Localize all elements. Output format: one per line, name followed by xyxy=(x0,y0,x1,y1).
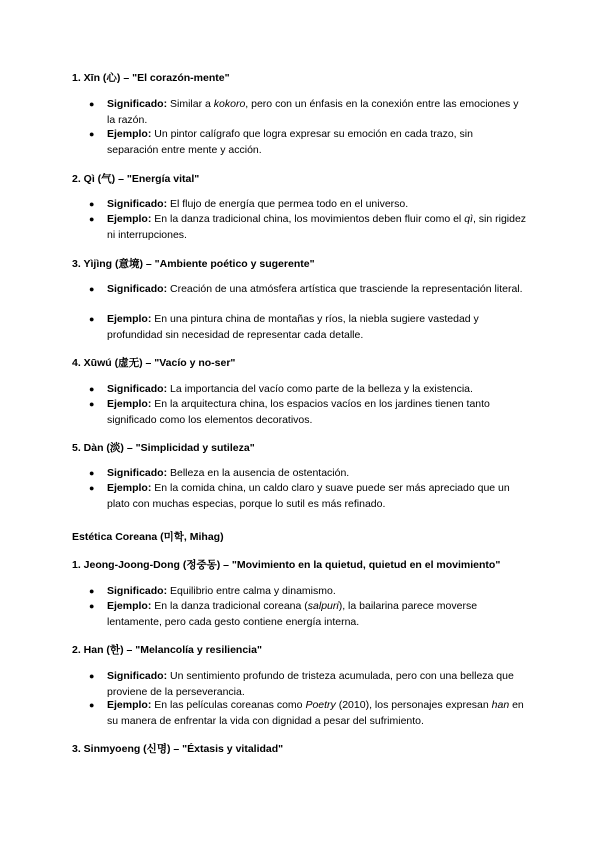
list-item: ● Ejemplo: En la danza tradicional china, los movimientos deben fluir como el qì, sin rigidez ni interrupciones. xyxy=(89,213,527,241)
section-heading: 2. Han (한) – "Melancolía y resiliencia" xyxy=(72,644,262,656)
list-item: ● Significado: El flujo de energía que permea todo en el universo. xyxy=(107,197,527,213)
section-heading: 3. Yìjìng (意境) – "Ambiente poético y sugerente" xyxy=(72,258,315,270)
bullet-icon: ● xyxy=(89,601,95,611)
list-item: ● Ejemplo: En la comida china, un caldo claro y suave puede ser más apreciado que un plato con muchas especias, porque lo sutil es más refinado. xyxy=(89,482,510,510)
list-item: ● Significado: Creación de una atmósfera artística que trasciende la representación literal. xyxy=(107,282,527,298)
list-item: ● Ejemplo: En la danza tradicional coreana (salpuri), la bailarina parece moverse lentamente, pero cada gesto contiene energía interna. xyxy=(89,600,478,628)
bullet-icon: ● xyxy=(89,671,95,681)
bullet-icon: ● xyxy=(89,700,95,710)
list-item: ● Ejemplo: En una pintura china de montañas y ríos, la niebla sugiere vastedad y profundidad sin necesidad de representar cada detalle. xyxy=(89,313,479,341)
bullet-icon: ● xyxy=(89,129,95,139)
list-item: ● Significado: La importancia del vacío como parte de la belleza y la existencia. xyxy=(107,382,527,398)
bullet-icon: ● xyxy=(89,199,95,209)
bullet-icon: ● xyxy=(89,586,95,596)
list-item: ● Ejemplo: En las películas coreanas como Poetry (2010), los personajes expresan han en su manera de enfrentar la vida con dignidad a pesar del sufrimiento. xyxy=(89,699,524,727)
list-item: ● Significado: Un sentimiento profundo de tristeza acumulada, pero con una belleza que proviene de la perseverancia. xyxy=(89,670,514,698)
list-item: ● Ejemplo: En la arquitectura china, los espacios vacíos en los jardines tienen tanto significado como los elementos decorativos. xyxy=(89,398,490,426)
bullet-icon: ● xyxy=(89,284,95,294)
bullet-icon: ● xyxy=(89,214,95,224)
bullet-icon: ● xyxy=(89,384,95,394)
bullet-icon: ● xyxy=(89,99,95,109)
section-title: Estética Coreana (미학, Mihag) xyxy=(72,531,224,543)
list-item: ● Significado: Belleza en la ausencia de ostentación. xyxy=(107,466,527,482)
bullet-icon: ● xyxy=(89,399,95,409)
list-item: ● Ejemplo: Un pintor calígrafo que logra expresar su emoción en cada trazo, sin separación entre mente y acción. xyxy=(89,128,473,156)
list-item: ● Significado: Equilibrio entre calma y dinamismo. xyxy=(107,584,527,600)
bullet-icon: ● xyxy=(89,314,95,324)
section-heading: 2. Qì (气) – "Energía vital" xyxy=(72,173,200,185)
bullet-icon: ● xyxy=(89,468,95,478)
bullet-icon: ● xyxy=(89,483,95,493)
section-heading: 1. Jeong-Joong-Dong (정중동) – "Movimiento en la quietud, quietud en el movimiento" xyxy=(72,559,501,571)
section-heading: 5. Dàn (淡) – "Simplicidad y sutileza" xyxy=(72,442,255,454)
section-heading: 3. Sinmyoeng (신명) – "Éxtasis y vitalidad" xyxy=(72,743,284,755)
list-item: ● Significado: Similar a kokoro, pero con un énfasis en la conexión entre las emociones y la razón. xyxy=(89,98,519,126)
section-heading: 4. Xūwú (虚无) – "Vacío y no-ser" xyxy=(72,357,236,369)
section-heading: 1. Xīn (心) – "El corazón-mente" xyxy=(72,72,230,84)
